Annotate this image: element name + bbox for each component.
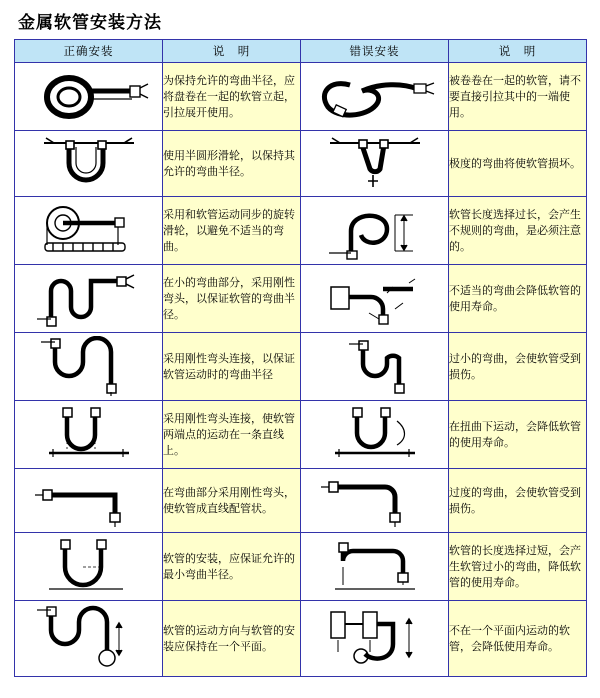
installation-methods-table: [14, 39, 587, 677]
diagram-too-long-hose-wrong: [301, 197, 449, 265]
desc-cell: 软管的长度选择过短，会产生软管过小的弯曲，降低软管的使用寿命。: [449, 533, 587, 601]
diagram-coiled-hose-correct: [15, 63, 163, 131]
table-row: [15, 401, 587, 469]
header-wrong-desc: 说 明: [449, 40, 587, 63]
diagram-rigid-elbow-connection-correct: [15, 333, 163, 401]
table-header-row: [15, 40, 587, 63]
desc-cell: 软管的运动方向与软管的安装应保持在一个平面。: [163, 601, 301, 677]
table-row: [15, 131, 587, 197]
desc-cell: 为保持允许的弯曲半径，应将盘卷在一起的软管立起，引拉展开使用。: [163, 63, 301, 131]
diagram-too-small-bend-wrong: [301, 333, 449, 401]
table-row: [15, 333, 587, 401]
desc-cell: 过度的弯曲，会使软管受到损伤。: [449, 469, 587, 533]
desc-cell: 在扭曲下运动，会降低软管的使用寿命。: [449, 401, 587, 469]
desc-cell: 极度的弯曲将使软管损坏。: [449, 131, 587, 197]
table-row: [15, 63, 587, 131]
table-row: [15, 265, 587, 333]
diagram-sync-rotating-pulley-correct: [15, 197, 163, 265]
desc-cell: 采用刚性弯头连接，以保证软管运动时的弯曲半径: [163, 333, 301, 401]
diagram-same-plane-motion-correct: [15, 601, 163, 677]
header-wrong-install: 错误安装: [301, 40, 449, 63]
table-row: [15, 601, 587, 677]
diagram-straight-pipe-elbow-correct: [15, 469, 163, 533]
header-correct-install: 正确安装: [15, 40, 163, 63]
diagram-different-plane-motion-wrong: [301, 601, 449, 677]
desc-cell: 软管长度选择过长，会产生不规则的弯曲，是必须注意的。: [449, 197, 587, 265]
diagram-too-long-small-bend-wrong: [301, 533, 449, 601]
diagram-sharp-bend-wrong: [301, 131, 449, 197]
diagram-min-bend-radius-correct: [15, 533, 163, 601]
table-row: [15, 533, 587, 601]
desc-cell: 在弯曲部分采用刚性弯头，使软管成直线配管状。: [163, 469, 301, 533]
diagram-improper-bend-wrong: [301, 265, 449, 333]
desc-cell: 采用刚性弯头连接，使软管两端点的运动在一条直线上。: [163, 401, 301, 469]
desc-cell: 软管的安装，应保证允许的最小弯曲半径。: [163, 533, 301, 601]
desc-cell: 使用半圆形滑轮，以保持其允许的弯曲半径。: [163, 131, 301, 197]
diagram-excessive-bend-wrong: [301, 469, 449, 533]
desc-cell: 过小的弯曲，会使软管受到损伤。: [449, 333, 587, 401]
table-row: [15, 469, 587, 533]
desc-cell: 不在一个平面内运动的软管，会降低使用寿命。: [449, 601, 587, 677]
diagram-rigid-bend-small-radius-correct: [15, 265, 163, 333]
diagram-half-round-pulley-correct: [15, 131, 163, 197]
desc-cell: 采用和软管运动同步的旋转滑轮，以避免不适当的弯曲。: [163, 197, 301, 265]
desc-cell: 在小的弯曲部分，采用刚性弯头，以保证软管的弯曲半径。: [163, 265, 301, 333]
header-correct-desc: 说 明: [163, 40, 301, 63]
page-title: 金属软管安装方法: [18, 13, 162, 33]
desc-cell: 被卷卷在一起的软管，请不要直接引拉其中的一端使用。: [449, 63, 587, 131]
diagram-twist-motion-wrong: [301, 401, 449, 469]
diagram-coiled-hose-wrong: [301, 63, 449, 131]
diagram-u-bend-straight-line-correct: [15, 401, 163, 469]
desc-cell: 不适当的弯曲会降低软管的使用寿命。: [449, 265, 587, 333]
table-row: [15, 197, 587, 265]
